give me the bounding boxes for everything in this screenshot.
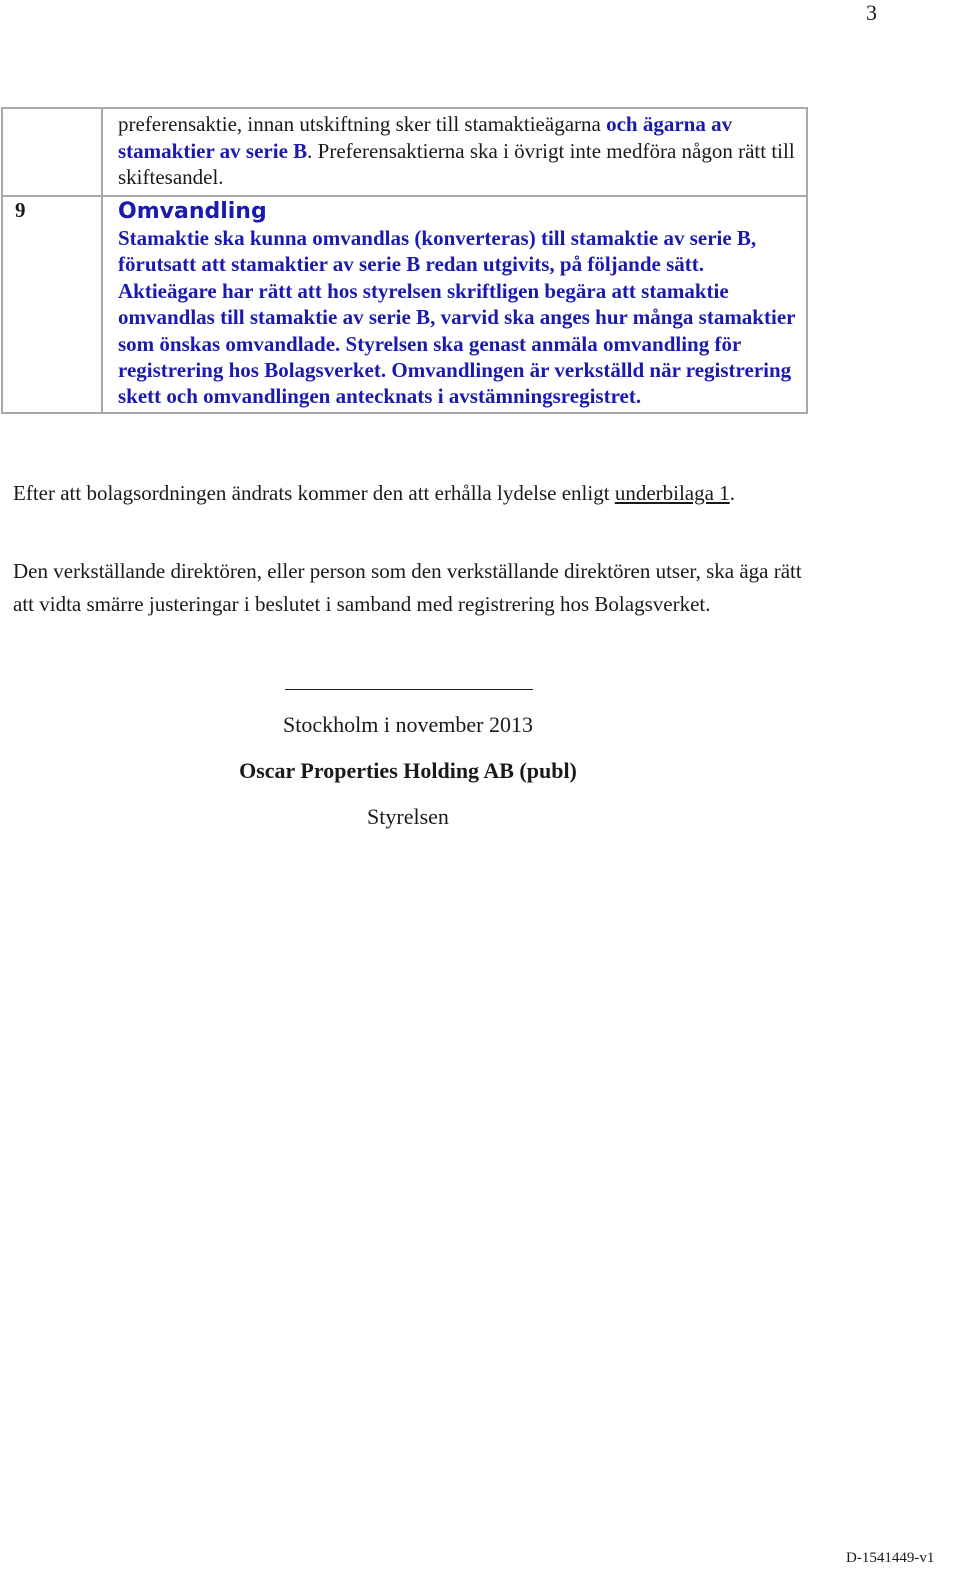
amendment-table [1, 107, 808, 414]
page-number: 3 [866, 0, 877, 25]
place-date: Stockholm i november 2013 [283, 712, 533, 737]
underbilaga-link: underbilaga 1 [614, 481, 730, 505]
document-id: D-1541449-v1 [846, 1550, 935, 1566]
inserted-text: och ägarna av stamaktier av serie B [118, 112, 733, 163]
board-signature: Styrelsen [367, 804, 449, 829]
continued-text-end: . Preferensaktierna ska i övrigt inte medföra någon rätt till skiftesandel. [118, 138, 795, 190]
section-body: Stamaktie ska kunna omvandlas (konverteras) till stamaktie av serie B, förutsatt att stamaktier av serie B redan utgivits, på följande sätt. Aktieägare har rätt att hos styrelsen skriftligen begära att stamaktie omvandlas till stamaktie av serie B, varvid ska anges hur många stamaktier som önskas omvandlade. Styrelsen ska genast anmäla omvandling för registrering hos Bolagsverket. Omvandlingen är verkställd när registrering skett och omvandlingen antecknats i avstämningsregistret. [118, 226, 796, 409]
table-row [2, 108, 807, 196]
paragraph-authorization: Den verkställande direktören, eller person som den verkställande direktören utser, ska äga rätt att vidta smärre justeringar i beslutet i samband med registrering hos Bolagsverket. [13, 559, 802, 616]
section-heading: Omvandling [118, 199, 267, 224]
section-text-cell [102, 108, 807, 196]
section-number-cell [2, 196, 102, 413]
table-row [2, 196, 807, 413]
section-text-cell [102, 196, 807, 413]
section-number: 9 [15, 198, 26, 222]
signature-line [285, 689, 533, 690]
paragraph-amendment-note: Efter att bolagsordningen ändrats kommer den att erhålla lydelse enligt underbilaga 1. [13, 481, 735, 505]
continued-text: preferensaktie, innan utskiftning sker till stamaktieägarna [118, 112, 607, 136]
company-name: Oscar Properties Holding AB (publ) [239, 758, 577, 783]
section-number-cell [2, 108, 102, 196]
